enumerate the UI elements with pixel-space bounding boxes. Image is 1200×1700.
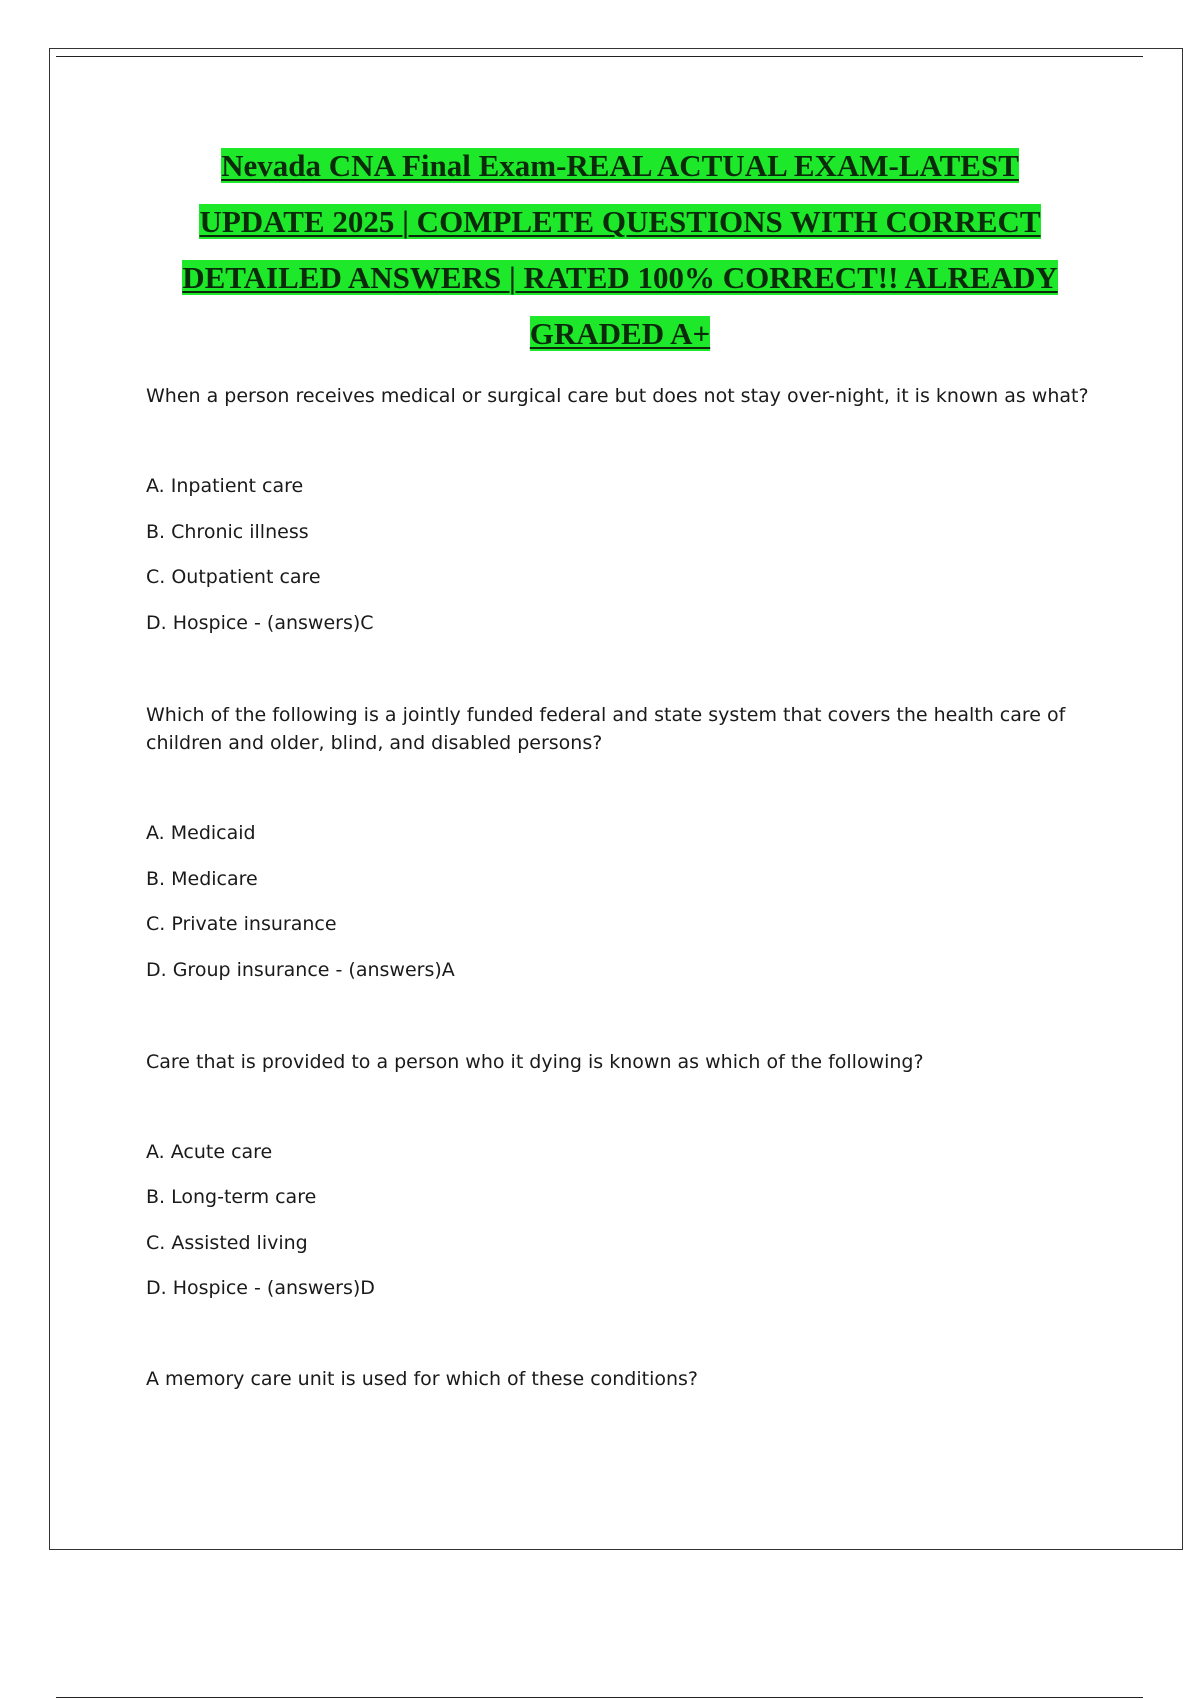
question-3-option-c: C. Assisted living	[146, 1232, 308, 1254]
question-1-option-c: C. Outpatient care	[146, 566, 321, 588]
question-4-text: A memory care unit is used for which of these conditions?	[146, 1368, 699, 1390]
question-3-text: Care that is provided to a person who it dying is known as which of the following?	[146, 1051, 924, 1073]
question-2-option-a: A. Medicaid	[146, 822, 256, 844]
question-3-option-a: A. Acute care	[146, 1141, 273, 1163]
question-2-text-line-2: children and older, blind, and disabled persons?	[146, 732, 603, 754]
question-1-option-b: B. Chronic illness	[146, 521, 309, 543]
question-2-option-b: B. Medicare	[146, 868, 258, 890]
document-title	[100, 138, 1140, 362]
question-2-option-c: C. Private insurance	[146, 913, 337, 935]
title-line-3: DETAILED ANSWERS | RATED 100% CORRECT!! ALREADY	[182, 260, 1058, 295]
question-1-option-d: D. Hospice - (answers)C	[146, 612, 374, 634]
question-3-option-b: B. Long-term care	[146, 1186, 317, 1208]
title-line-4: GRADED A+	[529, 316, 711, 351]
title-line-2: UPDATE 2025 | COMPLETE QUESTIONS WITH CORRECT	[199, 204, 1041, 239]
question-2-text-line-1: Which of the following is a jointly funded federal and state system that covers the health care of	[146, 704, 1066, 726]
question-2-option-d: D. Group insurance - (answers)A	[146, 959, 455, 981]
question-3-option-d: D. Hospice - (answers)D	[146, 1277, 375, 1299]
question-1-text: When a person receives medical or surgical care but does not stay over-night, it is known as what?	[146, 385, 1089, 407]
bottom-rule	[56, 1697, 1143, 1698]
title-line-1: Nevada CNA Final Exam-REAL ACTUAL EXAM-LATEST	[221, 148, 1019, 183]
question-1-option-a: A. Inpatient care	[146, 475, 304, 497]
top-rule	[56, 56, 1143, 57]
